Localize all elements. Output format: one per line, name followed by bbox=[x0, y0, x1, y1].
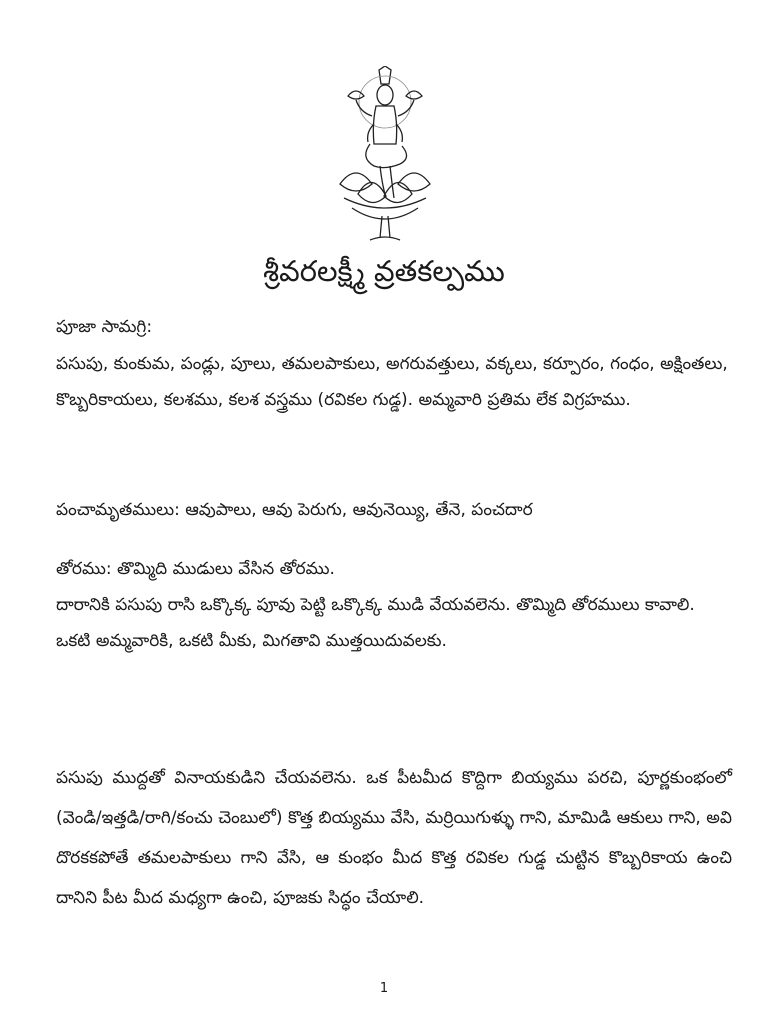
thoramu-line-1: తోరము: తొమ్మిది ముడులు వేసిన తోరము. bbox=[56, 559, 335, 579]
panchamruthamulu-line: పంచామృతములు: ఆవుపాలు, ఆవు పెరుగు, ఆవునెయ్యి, తేనె, పంచదార bbox=[56, 500, 533, 520]
goddess-lakshmi-illustration bbox=[330, 66, 440, 244]
thoramu-line-3: ఒకటి అమ్మవారికి, ఒకటి మీకు, మిగతావి ముత్తయిదువలకు. bbox=[56, 631, 447, 651]
pooja-samagri-heading: పూజా సామగ్రి: bbox=[56, 317, 153, 337]
page-title: శ్రీవరలక్ష్మీ వ్రతకల్పము bbox=[263, 254, 505, 288]
pooja-samagri-list: పసుపు, కుంకుమ, పండ్లు, పూలు, తమలపాకులు, అగరువత్తులు, వక్కలు, కర్పూరం, గంధం, అక్షింతలు, కొబ్బరికాయలు, కలశము, కలశ వస్త్రము (రవికల గుడ్డ). అమ్మవారి ప్రతిమ లేక విగ్రహము. bbox=[56, 354, 728, 410]
method-paragraph: పసుపు ముద్దతో వినాయకుడిని చేయవలెను. ఒక పీటమీద కొద్దిగా బియ్యము పరచి, పూర్ణకుంభంలో (వెండి/ఇత్తడి/రాగి/కంచు చెంబులో) కొత్త బియ్యము వేసి, మర్రియిగుళ్ళు గాని, మామిడి ఆకులు గాని, అవి దొరకకపోతే తమలపాకులు గాని వేసి, ఆ కుంభం మీద కొత్త రవికల గుడ్డ చుట్టిన కొబ్బరికాయ ఉంచి దానిని పీట మీద మధ్యగా ఉంచి, పూజకు సిద్ధం చేయాలి. bbox=[56, 768, 732, 908]
thoramu-line-2: దారానికి పసుపు రాసి ఒక్కొక్క పూవు పెట్టి ఒక్కొక్క ముడి వేయవలెను. తొమ్మిది తోరములు కావాలి. bbox=[56, 595, 695, 615]
page-number: 1 bbox=[379, 981, 389, 996]
thoramu-section bbox=[56, 551, 732, 659]
